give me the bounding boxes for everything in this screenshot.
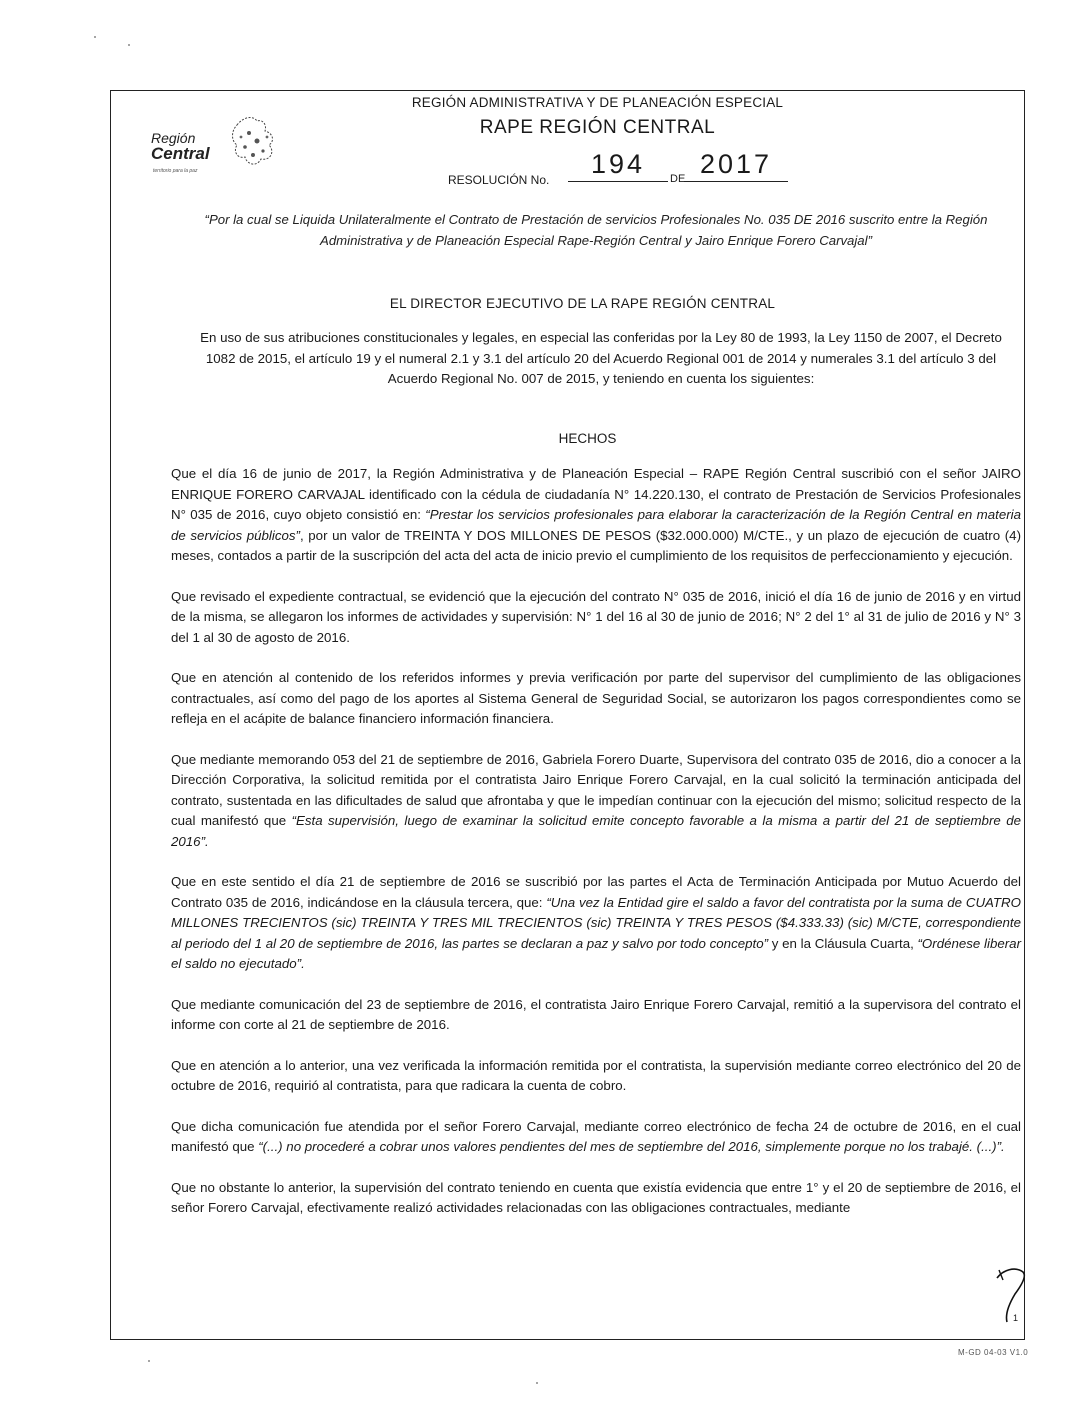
resolution-number: 194 xyxy=(568,149,668,182)
paragraph-4 xyxy=(171,750,1021,853)
paragraph-3: Que en atención al contenido de los referidos informes y previa verificación por parte del supervisor del cumplimiento de las obligaciones contractuales, así como del pago de los aportes al Sistema General de Seguridad Social, se autorizaron los pagos correspondientes como se refleja en el acápite de balance financiero información financiera. xyxy=(171,670,1021,726)
logo-line2: Central xyxy=(151,144,210,163)
page-number: 1 xyxy=(1013,1313,1019,1323)
logo-tagline: territorio para la paz xyxy=(153,168,198,174)
director-heading: EL DIRECTOR EJECUTIVO DE LA RAPE REGIÓN CENTRAL xyxy=(389,296,776,311)
paragraph-2: Que revisado el expediente contractual, se evidenció que la ejecución del contrato N° 035 de 2016, inició el día 16 de junio de 2016 y en virtud de la misma, se allegaron los informes de actividades y supervisión: N° 1 del 16 al 30 de junio de 2016; N° 2 del 1° al 31 de julio de 2016 y N° 3 del 1 al 30 de agosto de 2016. xyxy=(171,588,1021,645)
paragraph-8-text: Que dicha comunicación fue atendida por el señor Forero Carvajal, mediante correo electrónico de fecha 24 de octubre de 2016, en el cual manifestó que xyxy=(171,1118,1021,1154)
paragraph-9: Que no obstante lo anterior, la supervisión del contrato teniendo en cuenta que existía evidencia que entre 1° y el 20 de septiembre de 2016, el señor Forero Carvajal, efectivamente realizó actividades relacionadas con las obligaciones contractuales, mediante xyxy=(171,1179,1021,1215)
org-name: REGIÓN ADMINISTRATIVA Y DE PLANEACIÓN ESPECIAL xyxy=(411,95,784,110)
logo-line1: Región xyxy=(151,130,196,146)
org-short-name: RAPE REGIÓN CENTRAL xyxy=(479,117,716,138)
resolution-year: 2017 xyxy=(684,149,788,182)
paragraph-4-quote: “Esta supervisión, luego de examinar la solicitud emite concepto favorable a la misma a partir del 21 de septiembre de 2016”. xyxy=(171,813,1021,849)
paragraph-7: Que en atención a lo anterior, una vez verificada la información remitida por el contratista, la supervisión mediante correo electrónico del 20 de octubre de 2016, requirió al contratista, para que radicara la cuenta de cobro. xyxy=(171,1057,1021,1093)
form-code: M-GD 04-03 V1.0 xyxy=(958,1348,1029,1357)
paragraph-8 xyxy=(171,1117,1021,1158)
paragraph-1 xyxy=(171,464,1021,567)
paragraph-1-text-c: , por un valor de TREINTA Y DOS MILLONES DE PESOS ($32.000.000) M/CTE., y un plazo de ejecución de cuatro (4) meses, contados a partir de la suscripción del acta del acta de inicio previo el cumplimiento de los requisitos de perfeccionamiento y ejecución. xyxy=(171,527,1021,563)
paragraph-1-quote: “Prestar los servicios profesionales para elaborar la caracterización de la Región Central en materia de servicios públicos” xyxy=(171,507,1021,543)
de-label: DE xyxy=(670,173,686,185)
paragraph-4-text: Que mediante memorando 053 del 21 de septiembre de 2016, Gabriela Forero Duarte, Supervisora del contrato 035 de 2016, dio a conocer a la Dirección Corporativa, la solicitud remitida por el contratista Jairo Enrique Forero Carvajal, en la cual solicitó la terminación anticipada del contrato, sustentada en las dificultades de salud que afrontaba y que le impedían continuar con la ejecución del mismo; solicitud respecto de la cual manifestó que xyxy=(171,751,1021,828)
resolution-label: RESOLUCIÓN No. xyxy=(448,173,550,187)
paragraph-8-quote: “(...) no procederé a cobrar unos valores pendientes del mes de septiembre del 2016, simplemente porque no los trabajé. (...)”. xyxy=(258,1139,1005,1154)
facts-body xyxy=(171,464,1021,1239)
paragraph-5-quote-a: “Una vez la Entidad gire el saldo a favor del contratista por la suma de CUATRO MILLONES TRECIENTOS (sic) TREINTA Y TRES MIL TRECIENTOS (sic) TREINTA Y TRES PESOS ($4.333.33) (sic) M/CTE, correspondiente al periodo del 1 al 20 de septiembre de 2016, las partes se declaran a paz y salvo por todo concepto” xyxy=(171,894,1021,951)
hechos-heading: HECHOS xyxy=(558,431,617,446)
document-header xyxy=(111,91,1024,251)
page-frame xyxy=(110,90,1025,1340)
paragraph-5 xyxy=(171,872,1021,975)
intro-paragraph: En uso de sus atribuciones constitucionales y legales, en especial las conferidas por la Ley 80 de 1993, la Ley 1150 de 2007, el Decreto 1082 de 2015, el artículo 19 y el numeral 2.1 y 3.1 del artículo 20 del Acuerdo Regional 001 de 2014 y numerales 3.1 del artículo 3 del Acuerdo Regional No. 007 de 2015, y teniendo en cuenta los siguientes: xyxy=(200,330,1002,386)
paragraph-6: Que mediante comunicación del 23 de septiembre de 2016, el contratista Jairo Enrique Forero Carvajal, remitió a la supervisora del contrato el informe con corte al 21 de septiembre de 2016. xyxy=(171,996,1021,1032)
paragraph-5-text-a: Que en este sentido el día 21 de septiembre de 2016 se suscribió por las partes el Acta de Terminación Anticipada por Mutuo Acuerdo del Contrato 035 de 2016, indicándose en la cláusula tercera, que: xyxy=(171,874,1021,910)
paragraph-1-text-a: Que el día 16 de junio de 2017, la Región Administrativa y de Planeación Especial – RAPE Región Central suscribió con el señor JAIRO ENRIQUE FORERO CARVAJAL identificado con la cédula de ciudadanía N° 14.220.130, el contrato de Prestación de Servicios Profesionales N° 035 de 2016, cuyo objeto consistió en: xyxy=(171,466,1021,522)
paragraph-5-quote-b: “Ordénese liberar el saldo no ejecutado”. xyxy=(171,935,1021,971)
paragraph-5-text-c: y en la Cláusula Cuarta, xyxy=(768,935,918,951)
resolution-subject: “Por la cual se Liquida Unilateralmente el Contrato de Prestación de servicios Profesionales No. 035 DE 2016 suscrito entre la Región Administrativa y de Planeación Especial Rape-Región Central y Jairo Enrique Forero Carvajal” xyxy=(204,212,988,248)
